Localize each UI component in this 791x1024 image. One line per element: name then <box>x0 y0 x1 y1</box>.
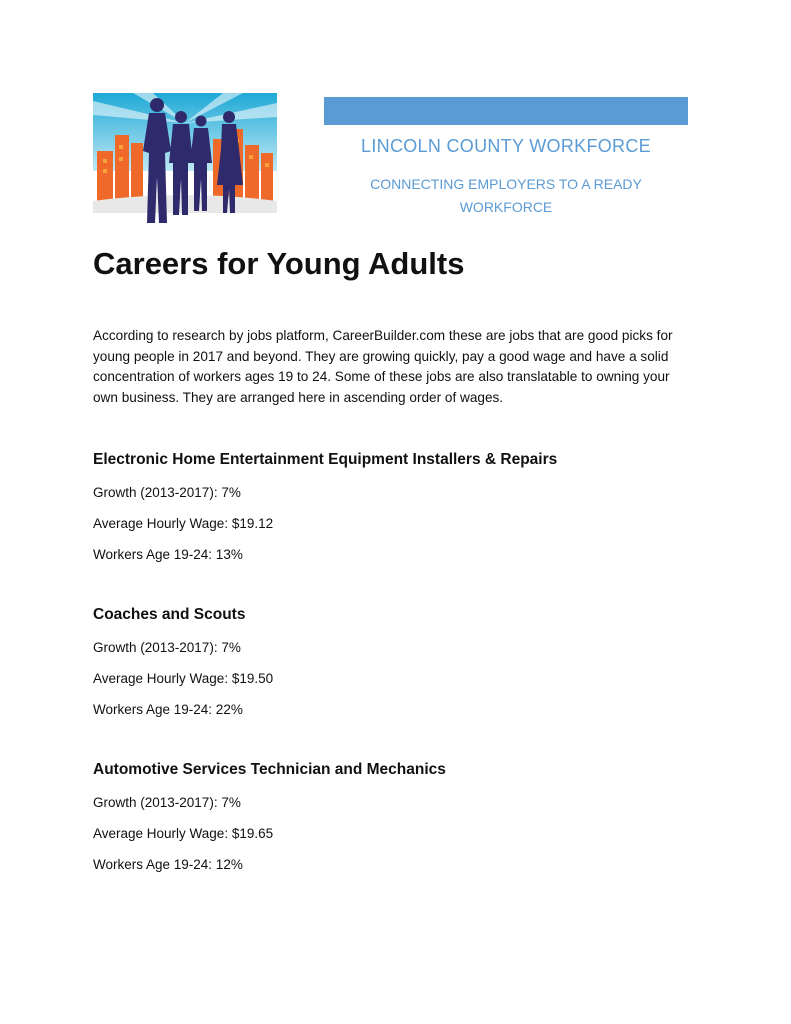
job-section <box>93 450 733 562</box>
job-growth: Growth (2013-2017): 7% <box>93 795 241 810</box>
organization-name: LINCOLN COUNTY WORKFORCE <box>361 136 651 156</box>
job-workers: Workers Age 19-24: 12% <box>93 857 243 872</box>
job-growth: Growth (2013-2017): 7% <box>93 485 241 500</box>
job-title: Coaches and Scouts <box>93 606 246 623</box>
job-growth: Growth (2013-2017): 7% <box>93 640 241 655</box>
job-wage: Average Hourly Wage: $19.50 <box>93 671 274 686</box>
job-section <box>93 605 733 717</box>
job-workers: Workers Age 19-24: 13% <box>93 547 243 562</box>
job-wage: Average Hourly Wage: $19.65 <box>93 826 274 841</box>
header-accent-bar <box>324 97 688 125</box>
organization-tagline: CONNECTING EMPLOYERS TO A READY WORKFORCE <box>370 176 642 215</box>
page-title: Careers for Young Adults <box>93 246 465 281</box>
job-wage: Average Hourly Wage: $19.12 <box>93 516 274 531</box>
job-workers: Workers Age 19-24: 22% <box>93 702 243 717</box>
job-title: Automotive Services Technician and Mechanics <box>93 761 446 778</box>
intro-paragraph: According to research by jobs platform, CareerBuilder.com these are jobs that are good picks for young people in 2017 and beyond. They are growing quickly, pay a good wage and have a solid concentration of workers ages 19 to 24. Some of these jobs are also translatable to owning your own business. They are arranged here in ascending order of wages. <box>93 328 673 405</box>
business-people-city-skyline-logo-icon <box>93 93 277 227</box>
job-title: Electronic Home Entertainment Equipment Installers & Repairs <box>93 451 558 468</box>
job-section <box>93 760 733 872</box>
